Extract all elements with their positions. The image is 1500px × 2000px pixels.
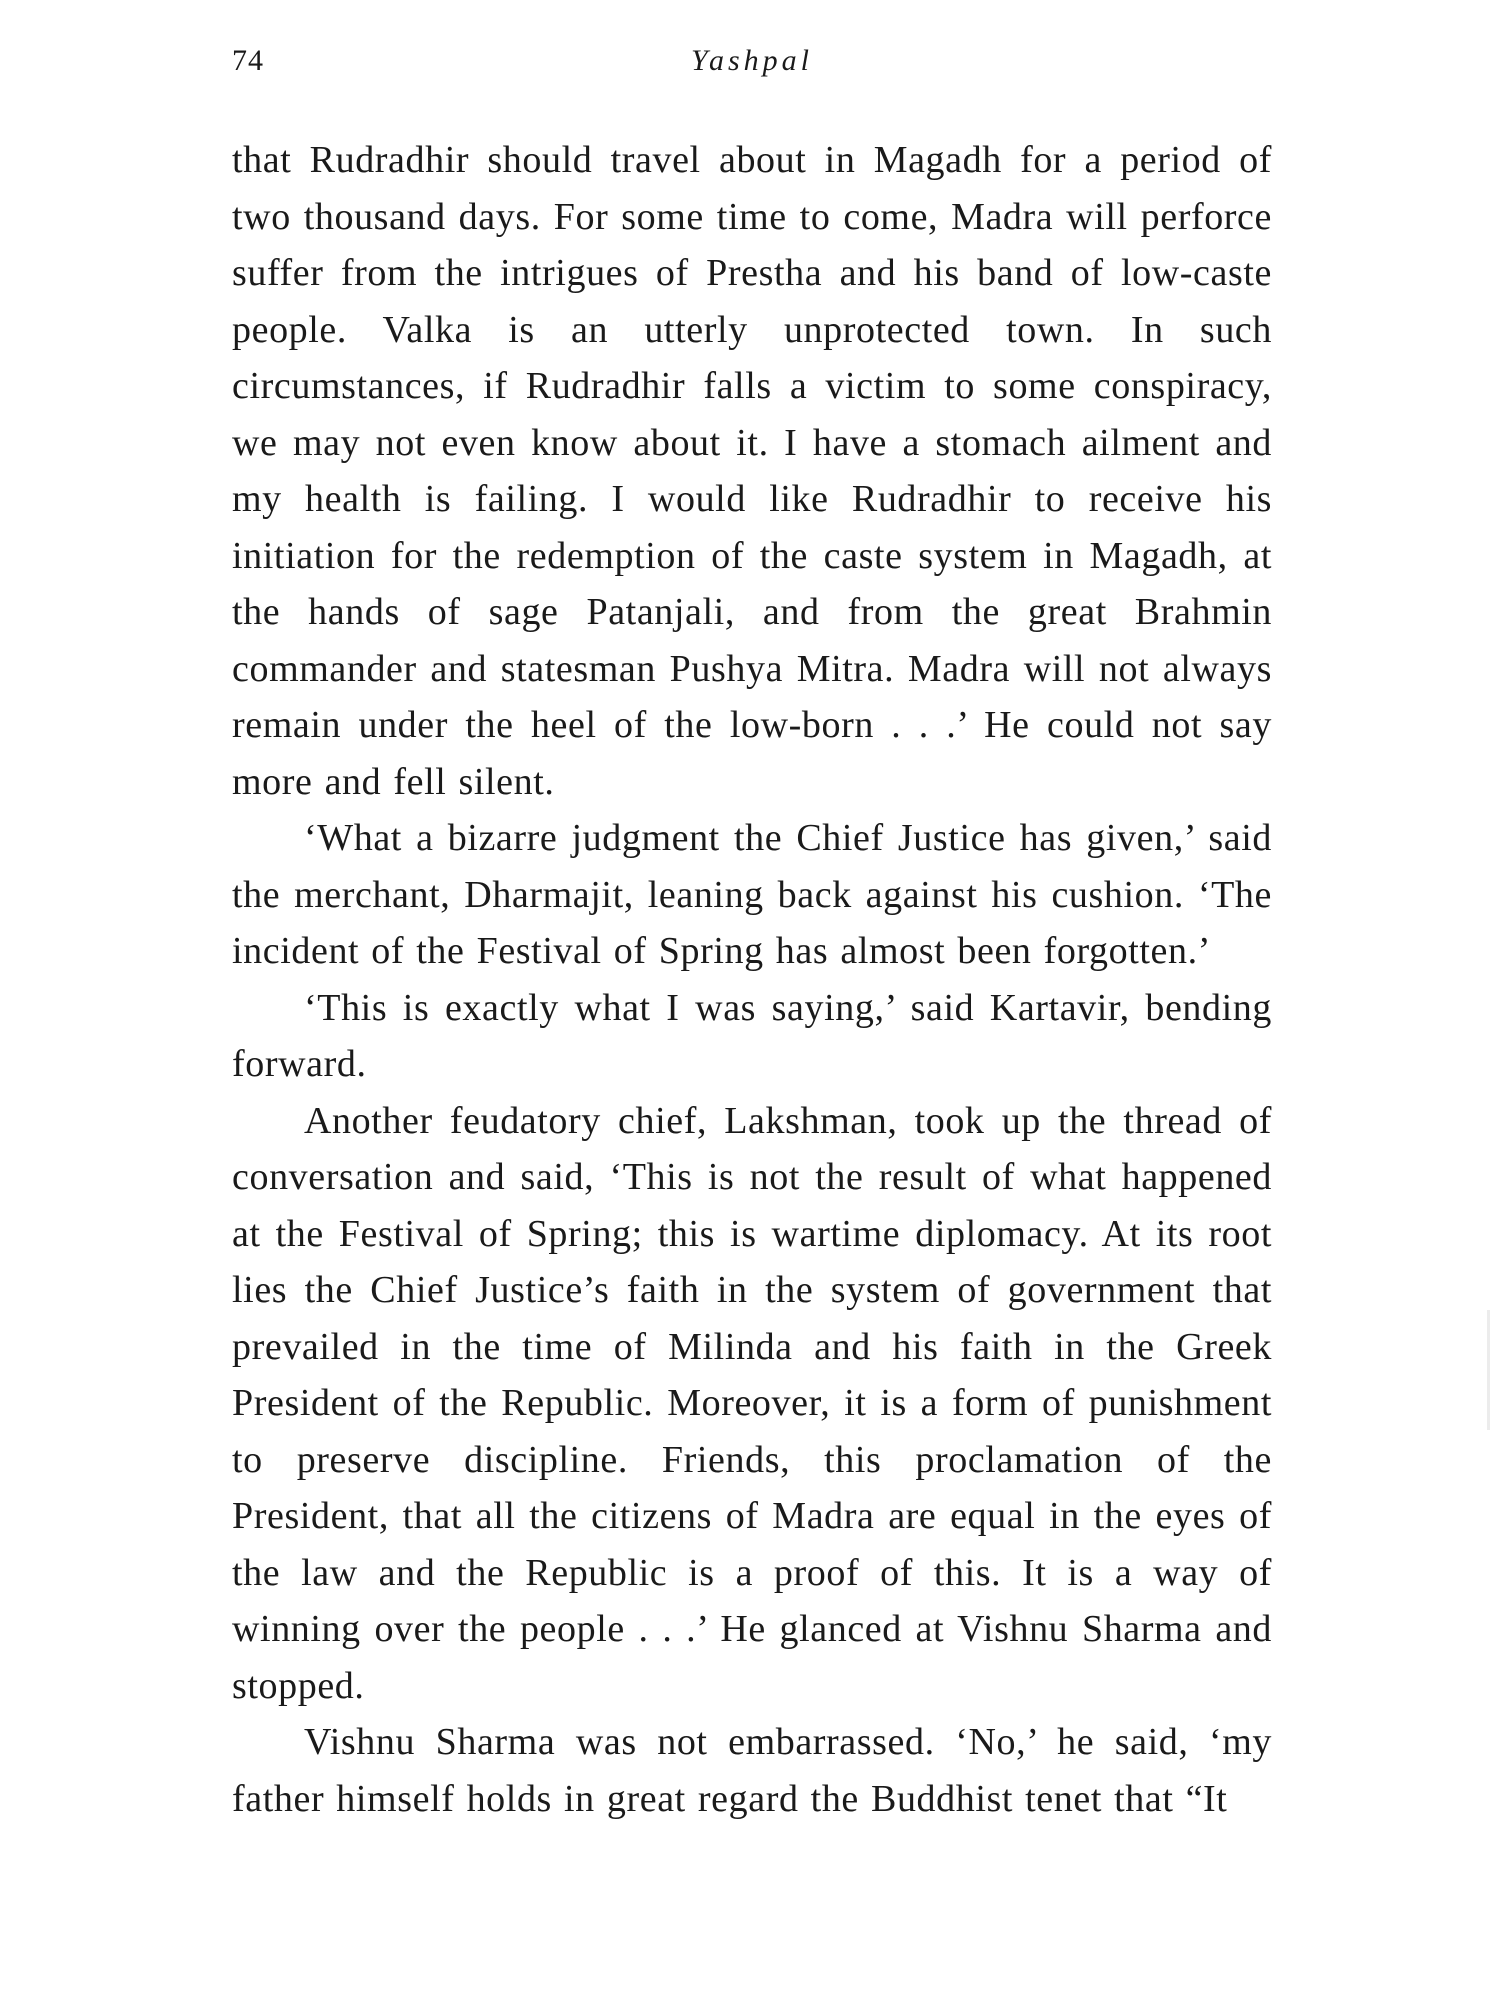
paragraph-vishnu-sharma: Vishnu Sharma was not embarrassed. ‘No,’ he said, ‘my father himself holds in great regard the Buddhist tenet that “It	[232, 1721, 1272, 1820]
scan-edge-mark	[1487, 1310, 1490, 1430]
paragraph-kartavir: ‘This is exactly what I was saying,’ said Kartavir, bending forward.	[232, 986, 1272, 1085]
running-title: Yashpal	[691, 44, 813, 77]
page-number: 74	[232, 44, 264, 77]
paragraph-dharmajit: ‘What a bizarre judgment the Chief Justice has given,’ said the merchant, Dharmajit, leaning back against his cushion. ‘The incident of the Festival of Spring has almost been forgotten.’	[232, 817, 1272, 972]
paragraph-continuation: that Rudradhir should travel about in Magadh for a period of two thousand days. For some time to come, Madra will perforce suffer from the intrigues of Prestha and his band of low-caste people. Valka is an utterly unprotected town. In such circumstances, if Rudradhir falls a victim to some conspiracy, we may not even know about it. I have a stomach ailment and my health is failing. I would like Rudradhir to receive his initiation for the redemption of the caste system in Magadh, at the hands of sage Patanjali, and from the great Brahmin commander and statesman Pushya Mitra. Madra will not always remain under the heel of the low-born . . .’ He could not say more and fell silent.	[232, 139, 1272, 803]
body-text	[232, 132, 1272, 1827]
running-head	[232, 44, 1272, 88]
paragraph-lakshman: Another feudatory chief, Lakshman, took up the thread of conversation and said, ‘This is not the result of what happened at the Festival of Spring; this is wartime diplomacy. At its root lies the Chief Justice’s faith in the system of government that prevailed in the time of Milinda and his faith in the Greek President of the Republic. Moreover, it is a form of punishment to preserve discipline. Friends, this proclamation of the President, that all the citizens of Madra are equal in the eyes of the law and the Republic is a proof of this. It is a way of winning over the people . . .’ He glanced at Vishnu Sharma and stopped.	[232, 1099, 1272, 1707]
